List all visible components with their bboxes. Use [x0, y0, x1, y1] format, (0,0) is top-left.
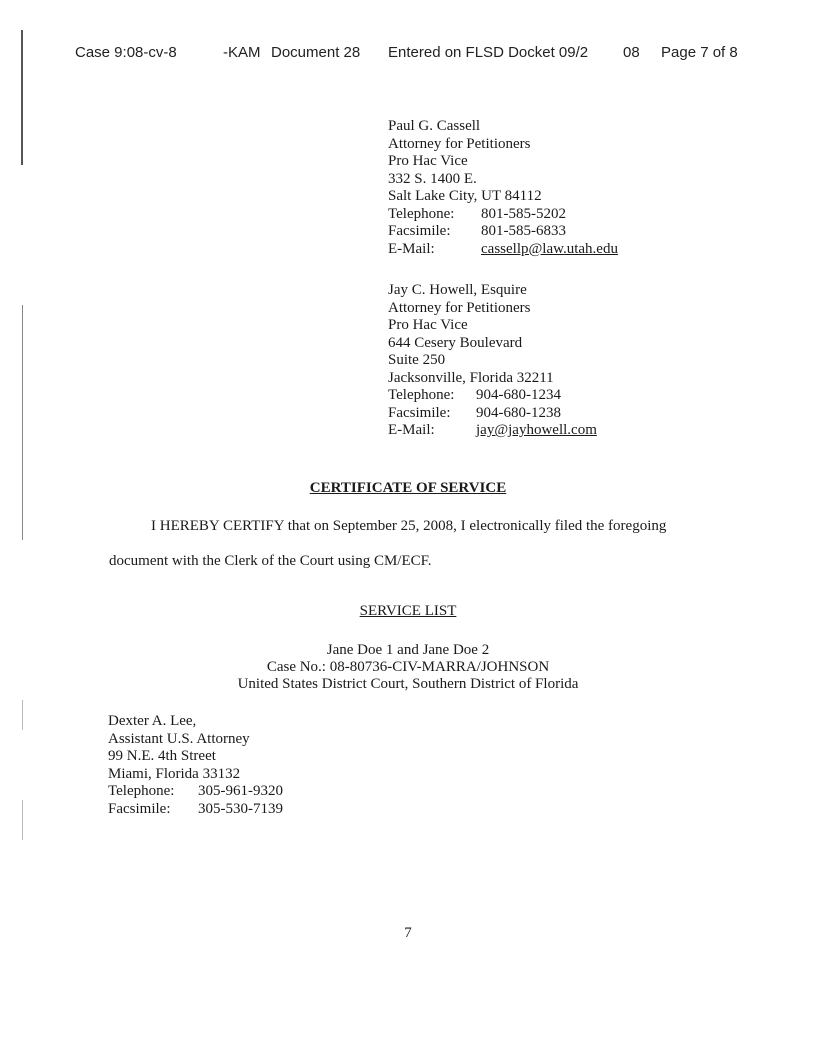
recipient-address-line: Miami, Florida 33132 — [108, 765, 241, 782]
scan-edge-line-bottom — [22, 800, 23, 840]
telephone-number: 305-961-9320 — [198, 783, 283, 799]
certificate-text-line2: document with the Clerk of the Court using CM/ECF. — [109, 553, 432, 569]
counsel-admission: Pro Hac Vice — [388, 153, 468, 169]
counsel-address-line: Suite 250 — [388, 352, 446, 368]
email-label: E-Mail: — [388, 240, 435, 257]
recipient-name: Dexter A. Lee, — [108, 713, 197, 729]
facsimile-label: Facsimile: — [388, 404, 451, 421]
counsel-admission: Pro Hac Vice — [388, 317, 468, 333]
counsel-address-line: Jacksonville, Florida 32211 — [388, 369, 554, 386]
telephone-number: 801-585-5202 — [481, 205, 566, 222]
certificate-title: CERTIFICATE OF SERVICE — [309, 480, 507, 496]
service-list-title: SERVICE LIST — [359, 603, 457, 619]
counsel-address-line: 644 Cesery Boulevard — [388, 334, 523, 351]
recipient-block — [108, 713, 283, 818]
service-list-parties: Jane Doe 1 and Jane Doe 2 — [326, 642, 490, 658]
counsel-role: Attorney for Petitioners — [388, 135, 531, 152]
scan-edge-line-top — [21, 30, 23, 165]
service-list-case-number: Case No.: 08-80736-CIV-MARRA/JOHNSON — [266, 659, 550, 675]
counsel-address-line: Salt Lake City, UT 84112 — [388, 188, 542, 204]
telephone-number: 904-680-1234 — [476, 387, 561, 403]
counsel-role: Attorney for Petitioners — [388, 299, 531, 316]
header-docket-entry: Entered on FLSD Docket 09/2 — [388, 44, 589, 61]
header-document-number: Document 28 — [271, 44, 361, 61]
counsel-block-howell — [388, 282, 597, 440]
certificate-text-line1: I HEREBY CERTIFY that on September 25, 2008, I electronically filed the foregoing — [151, 518, 667, 534]
counsel-block-cassell — [388, 118, 618, 258]
service-list-court: United States District Court, Southern District of Florida — [237, 676, 579, 692]
email-link[interactable]: jay@jayhowell.com — [476, 422, 597, 438]
header-case-suffix: -KAM — [223, 44, 261, 61]
facsimile-label: Facsimile: — [388, 223, 451, 239]
recipient-address-line: 99 N.E. 4th Street — [108, 748, 216, 764]
email-link[interactable]: cassellp@law.utah.edu — [481, 240, 618, 257]
facsimile-number: 305-530-7139 — [198, 800, 283, 817]
header-case-number: Case 9:08-cv-8 — [75, 44, 177, 61]
facsimile-number: 904-680-1238 — [476, 404, 561, 421]
facsimile-label: Facsimile: — [108, 800, 171, 817]
header-page-indicator: Page 7 of 8 — [661, 44, 738, 61]
scan-edge-line-lower — [22, 700, 23, 730]
court-filing-header — [75, 44, 816, 64]
telephone-label: Telephone: — [388, 387, 455, 403]
scan-edge-line-middle — [22, 305, 23, 540]
telephone-label: Telephone: — [108, 783, 175, 799]
recipient-title: Assistant U.S. Attorney — [108, 730, 250, 747]
counsel-address-line: 332 S. 1400 E. — [388, 170, 477, 187]
header-docket-year: 08 — [623, 44, 640, 61]
page-number: 7 — [404, 925, 412, 941]
counsel-name: Jay C. Howell, Esquire — [388, 282, 527, 298]
counsel-name: Paul G. Cassell — [388, 118, 481, 134]
facsimile-number: 801-585-6833 — [481, 223, 566, 239]
telephone-label: Telephone: — [388, 205, 455, 222]
email-label: E-Mail: — [388, 422, 435, 438]
